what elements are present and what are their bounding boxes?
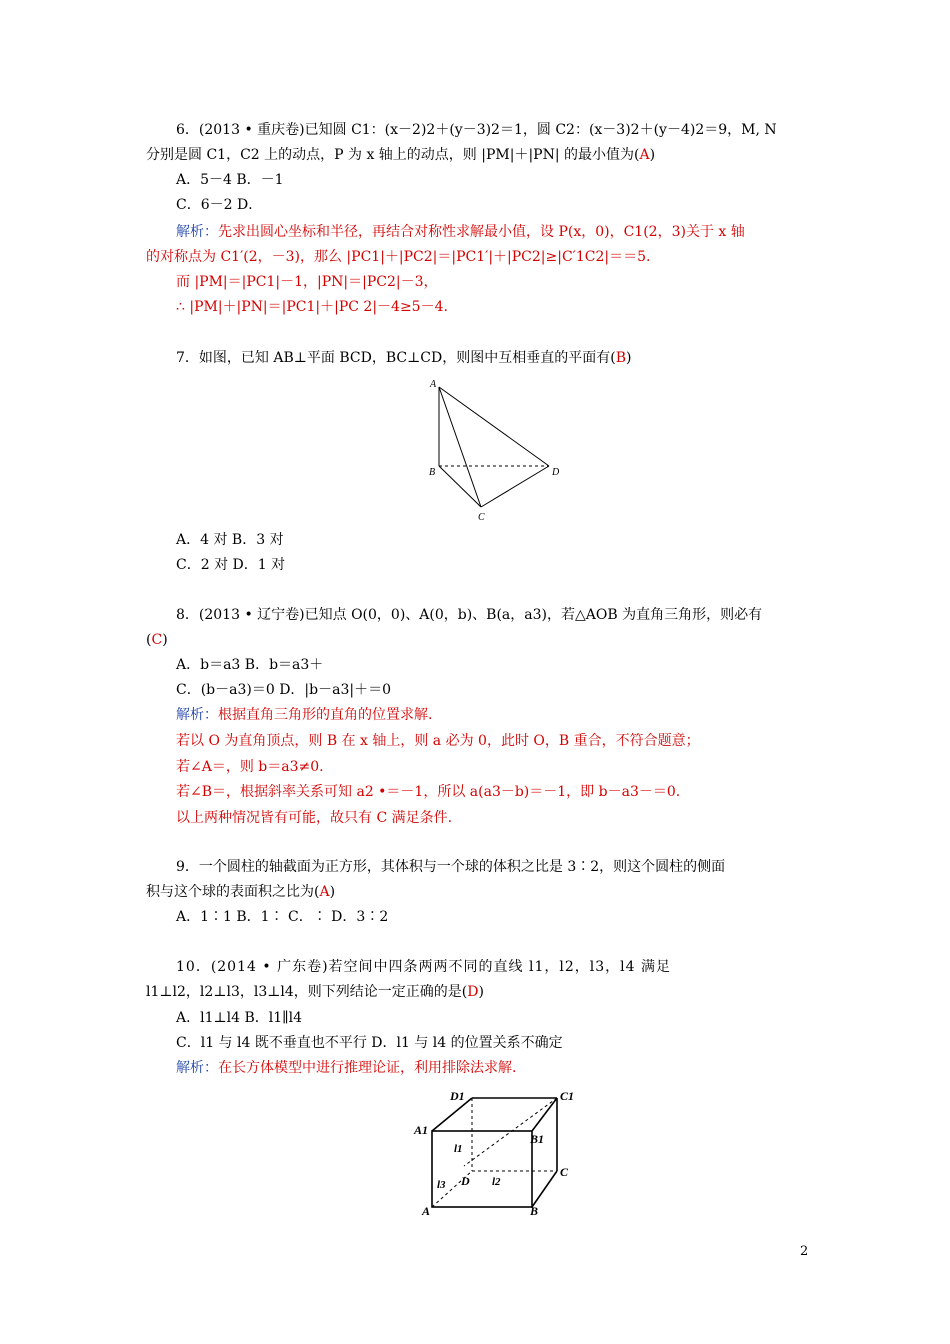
q8-open-paren: (: [146, 632, 152, 648]
q6-solution-line2: 的对称点为 C1′(2，－3)，那么 |PC1|＋|PC2|＝|PC1′|＋|PC2|≥|C′1C2|＝＝5.: [146, 249, 651, 265]
q8-solution-line4: 若∠B＝，根据斜率关系可知 a2 •＝－1，所以 a(a3－b)＝－1，即 b－a3－＝0.: [176, 784, 681, 800]
q10-label-c1: C1: [560, 1089, 575, 1103]
q6-solution-line3: 而 |PM|＝|PC1|－1，|PN|＝|PC2|－3，: [176, 274, 438, 290]
q6-solution-line1: [176, 222, 745, 242]
q6-options-cd: C．6－2 D．: [176, 197, 263, 213]
q8-solution-line5: 以上两种情况皆有可能，故只有 C 满足条件.: [176, 810, 453, 826]
q6-stem-text: 分别是圆 C1，C2 上的动点，P 为 x 轴上的动点，则 |PM|＋|PN| 的最小值为(: [146, 147, 640, 163]
q10-options-cd: C．l1 与 l4 既不垂直也不平行 D．l1 与 l4 的位置关系不确定: [176, 1035, 563, 1051]
q7-close-paren: ): [625, 350, 632, 366]
q7-label-d: D: [552, 467, 560, 478]
q6-options-ab: A．5－4 B．－1: [176, 172, 284, 188]
q8-answer: C: [151, 632, 163, 648]
q6-close-paren: ): [649, 147, 656, 163]
q10-solution-label: 解析：: [176, 1060, 218, 1076]
q8-solution-line1: [176, 705, 432, 725]
q10-solution-line1: [176, 1058, 516, 1078]
q6-solution-text1: 先求出圆心坐标和半径，再结合对称性求解最小值，设 P(x，0)，C1(2，3)关于 x 轴: [218, 224, 745, 240]
q10-cuboid-figure: [412, 1088, 582, 1218]
q8-options-ab: A．b＝a3 B．b＝a3＋: [176, 657, 324, 673]
q10-label-l2: l2: [492, 1176, 501, 1188]
q6-solution-label: 解析：: [176, 224, 218, 240]
q7-options-ab: A．4 对 B．3 对: [176, 532, 284, 548]
q9-close-paren: ): [329, 884, 336, 900]
q10-label-a1: A1: [414, 1123, 429, 1137]
q9-answer: A: [319, 884, 330, 900]
q10-stem-line2: [146, 982, 484, 1002]
q8-solution-line3: 若∠A＝，则 b＝a3≠0.: [176, 759, 324, 775]
q6-answer: A: [639, 147, 650, 163]
q8-stem-line2: [146, 630, 168, 650]
q10-label-l3: l3: [437, 1179, 446, 1191]
q10-label-a: A: [422, 1204, 431, 1218]
q10-label-d1: D1: [450, 1089, 465, 1103]
q8-close-paren: ): [162, 632, 168, 648]
q9-options: A．1∶1 B．1∶ C．∶ D．3∶2: [176, 909, 389, 925]
q10-label-l1: l1: [454, 1143, 463, 1155]
q7-answer: B: [615, 350, 626, 366]
q6-stem-line1: 6．(2013 • 重庆卷)已知圆 C1：(x－2)2＋(y－3)2＝1，圆 C2：(x－3)2＋(y－4)2＝9，M, N: [176, 122, 777, 138]
q8-solution-text1: 根据直角三角形的直角的位置求解.: [218, 707, 433, 723]
q10-close-paren: ): [478, 984, 484, 1000]
q10-solution-text1: 在长方体模型中进行推理论证，利用排除法求解.: [218, 1060, 517, 1076]
q10-stem-text: l1⊥l2，l2⊥l3，l3⊥l4，则下列结论一定正确的是(: [146, 984, 468, 1000]
q7-label-c: C: [478, 512, 485, 523]
q7-label-a: A: [430, 379, 437, 390]
q7-stem-line1: [176, 348, 631, 368]
q8-stem-line1: 8．(2013 • 辽宁卷)已知点 O(0，0)、A(0，b)、B(a，a3)，若△AOB 为直角三角形，则必有: [176, 607, 763, 623]
q10-label-c: C: [560, 1165, 569, 1179]
q9-stem-text: 积与这个球的表面积之比为(: [146, 884, 320, 900]
q7-label-b: B: [429, 467, 436, 478]
q10-options-ab: A．l1⊥l4 B．l1∥l4: [176, 1010, 303, 1026]
q10-stem-line1: 10．(2014 • 广东卷)若空间中四条两两不同的直线 l1，l2，l3，l4 满足: [176, 959, 671, 975]
q9-stem-line2: [146, 882, 335, 902]
q9-stem-line1: 9．一个圆柱的轴截面为正方形，其体积与一个球的体积之比是 3∶2，则这个圆柱的侧面: [176, 859, 726, 875]
q8-solution-line2: 若以 O 为直角顶点，则 B 在 x 轴上，则 a 必为 0，此时 O，B 重合，不符合题意；: [176, 733, 700, 749]
q10-label-b: B: [530, 1204, 539, 1218]
q10-label-d: D: [461, 1174, 470, 1188]
q6-solution-line4: ∴ |PM|＋|PN|＝|PC1|＋|PC 2|－4≥5－4.: [176, 299, 448, 315]
q10-label-b1: B1: [530, 1132, 545, 1146]
q7-tetrahedron-figure: [425, 375, 575, 523]
q8-solution-label: 解析：: [176, 707, 218, 723]
q7-stem-text: 7．如图，已知 AB⊥平面 BCD，BC⊥CD，则图中互相垂直的平面有(: [176, 350, 616, 366]
page-number: 2: [800, 1244, 809, 1259]
q8-options-cd: C．(b－a3)＝0 D．|b－a3|＋＝0: [176, 682, 391, 698]
q10-answer: D: [467, 984, 479, 1000]
q7-options-cd: C．2 对 D．1 对: [176, 557, 286, 573]
q6-stem-line2: [146, 145, 655, 165]
